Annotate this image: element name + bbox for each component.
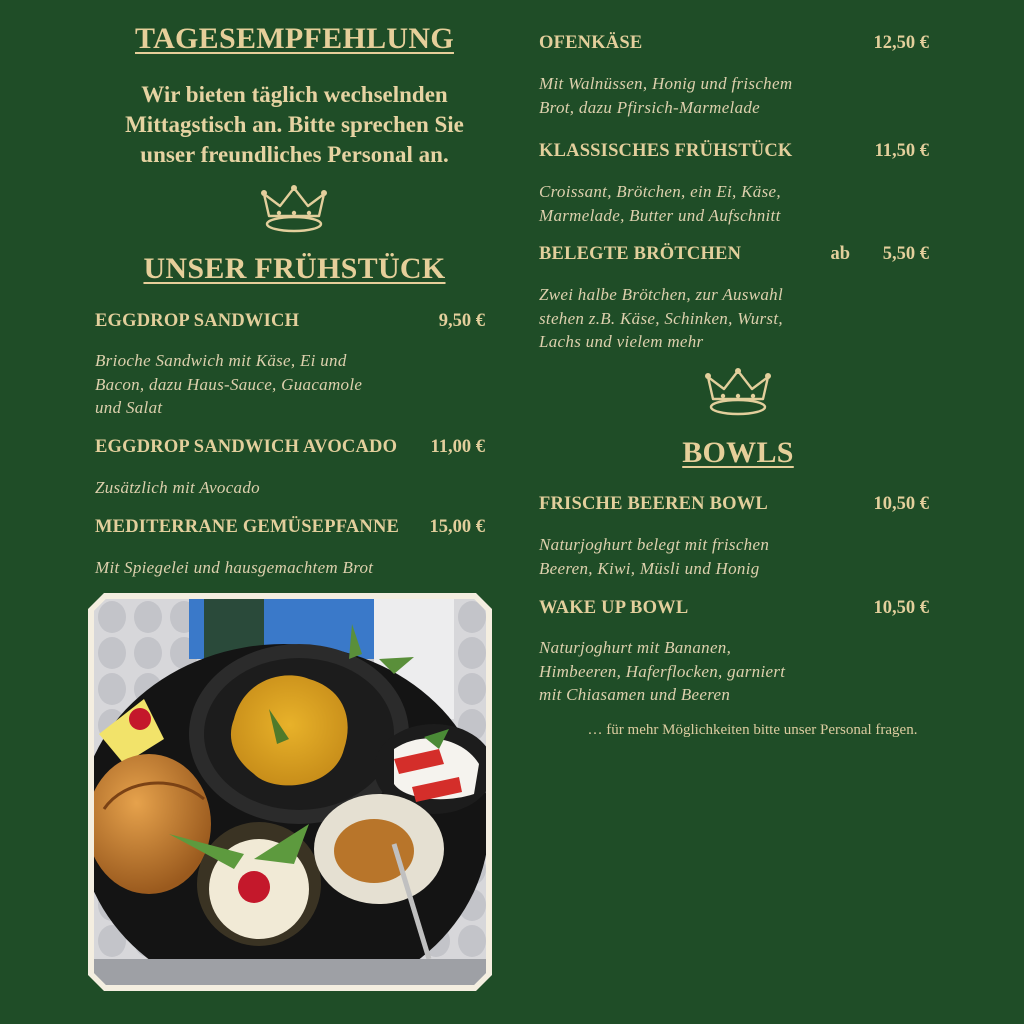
desc-line: Mit Spiegelei und hausgemachtem Brot: [95, 558, 374, 577]
desc-line: Naturjoghurt mit Bananen,: [539, 638, 732, 657]
daily-special-text: [92, 80, 497, 170]
footnote: … für mehr Möglichkeiten bitte unser Personal fragen.: [587, 722, 918, 738]
menu-item-title: EGGDROP SANDWICH AVOCADO: [95, 437, 398, 457]
menu-item-price: 10,50 €: [873, 494, 929, 514]
desc-line: Himbeeren, Haferflocken, garniert: [539, 661, 786, 681]
desc-line: Brioche Sandwich mit Käse, Ei und: [95, 351, 347, 370]
menu-item-description: [539, 283, 783, 354]
desc-line: und Salat: [95, 398, 163, 417]
menu-item-price: 10,50 €: [873, 598, 929, 618]
desc-line: Naturjoghurt belegt mit frischen: [539, 535, 770, 554]
menu-item-price: 5,50 €: [882, 244, 929, 264]
desc-line: Zwei halbe Brötchen, zur Auswahl: [539, 285, 783, 304]
breakfast-plate-illustration: [94, 599, 486, 985]
menu-item-description: [539, 72, 792, 119]
daily-line: Wir bieten täglich wechselnden: [141, 82, 448, 107]
menu-item-title: FRISCHE BEEREN BOWL: [539, 494, 768, 514]
desc-line: Zusätzlich mit Avocado: [95, 478, 260, 497]
menu-item-price: 11,50 €: [874, 141, 929, 161]
menu-item-price: 11,00 €: [430, 437, 485, 457]
menu-item-title: EGGDROP SANDWICH: [95, 311, 300, 331]
breakfast-photo: [94, 599, 486, 985]
menu-item-price: 12,50 €: [873, 33, 929, 53]
tagesempfehlung-heading: TAGESEMPFEHLUNG: [135, 22, 454, 55]
menu-item-description: [539, 180, 781, 227]
crown-icon: [259, 184, 329, 234]
menu-item-description: [539, 636, 785, 707]
menu-item-title: MEDITERRANE GEMÜSEPFANNE: [95, 517, 400, 537]
menu-item-description: [539, 533, 769, 580]
daily-line: Mittagstisch an. Bitte sprechen Sie: [125, 112, 464, 137]
desc-line: Lachs und vielem mehr: [539, 332, 704, 351]
desc-line: Croissant, Brötchen, ein Ei, Käse,: [539, 182, 781, 201]
menu-item-title: BELEGTE BRÖTCHEN: [539, 244, 742, 264]
desc-line: Brot, dazu Pfirsich-Marmelade: [539, 97, 761, 117]
price-prefix: ab: [830, 244, 850, 264]
desc-line: Marmelade, Butter und Aufschnitt: [539, 205, 781, 225]
bowls-heading: BOWLS: [682, 436, 794, 469]
menu-item-title: KLASSISCHES FRÜHSTÜCK: [539, 141, 793, 161]
desc-line: stehen z.B. Käse, Schinken, Wurst,: [539, 308, 783, 328]
desc-line: Mit Walnüssen, Honig und frischem: [539, 74, 793, 93]
menu-item-title: OFENKÄSE: [539, 33, 643, 53]
desc-line: mit Chiasamen und Beeren: [539, 685, 731, 704]
menu-item-description: [95, 556, 373, 580]
desc-line: Beeren, Kiwi, Müsli und Honig: [539, 558, 760, 578]
fruehstueck-heading: UNSER FRÜHSTÜCK: [143, 252, 446, 285]
menu-item-description: [95, 349, 362, 420]
menu-item-price: 9,50 €: [438, 311, 485, 331]
daily-line: unser freundliches Personal an.: [140, 142, 449, 167]
menu-item-title: WAKE UP BOWL: [539, 598, 689, 618]
desc-line: Bacon, dazu Haus-Sauce, Guacamole: [95, 374, 363, 394]
menu-item-description: [95, 476, 260, 500]
crown-icon: [703, 367, 773, 417]
menu-item-price: 15,00 €: [429, 517, 485, 537]
